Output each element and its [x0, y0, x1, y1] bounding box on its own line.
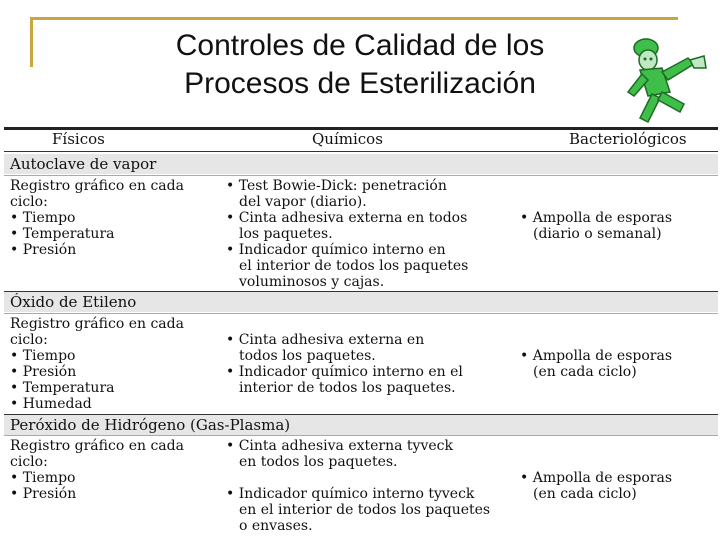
quimicos-cell — [226, 178, 468, 290]
fisicos-cell — [10, 438, 184, 502]
cell-line: en todos los paquetes. — [239, 454, 398, 470]
section-name: Óxido de Etileno — [10, 293, 137, 311]
cell-line: interior de todos los paquetes. — [239, 380, 456, 396]
sterilization-controls-table — [4, 127, 718, 540]
cell-line: • Humedad — [10, 396, 92, 412]
cell-line — [226, 470, 490, 486]
running-nurse-icon — [618, 34, 708, 126]
section-name: Peróxido de Hidrógeno (Gas-Plasma) — [10, 416, 291, 434]
cell-line: Registro gráfico en cada — [10, 316, 184, 332]
cell-line: • Tiempo — [10, 210, 76, 226]
cell-line: ciclo: — [10, 454, 48, 470]
cell-line: voluminosos y cajas. — [239, 274, 385, 290]
cell-line: (en cada ciclo) — [533, 364, 637, 380]
cell-line: todos los paquetes. — [239, 348, 376, 364]
section-header — [4, 154, 718, 174]
cell-line: el interior de todos los paquetes — [239, 258, 469, 274]
cell-line: • Ampolla de esporas — [520, 348, 673, 364]
cell-line: • Test Bowie-Dick: penetración — [226, 178, 447, 194]
section-header — [4, 292, 718, 312]
header-quimicos: Químicos — [312, 130, 383, 148]
header-fisicos: Físicos — [52, 130, 105, 148]
bacteriologicos-cell — [520, 348, 672, 380]
cell-line: ciclo: — [10, 194, 48, 210]
cell-line: • Cinta adhesiva externa en — [226, 332, 425, 348]
cell-line: (diario o semanal) — [533, 226, 662, 242]
fisicos-cell — [10, 316, 184, 412]
title-line-1: Controles de Calidad de los — [175, 29, 545, 62]
cell-line: los paquetes. — [239, 226, 333, 242]
cell-line: ciclo: — [10, 332, 48, 348]
cell-line: • Presión — [10, 242, 77, 258]
cell-line: • Indicador químico interno en — [226, 242, 446, 258]
cell-line: del vapor (diario). — [239, 194, 367, 210]
header-bottom-rule — [4, 151, 718, 152]
cell-line: en el interior de todos los paquetes — [239, 502, 491, 518]
cell-line: • Indicador químico interno en el — [226, 364, 463, 380]
bacteriologicos-cell — [520, 210, 672, 242]
cell-line: (en cada ciclo) — [533, 486, 637, 502]
section-header — [4, 415, 718, 435]
table-header-row — [4, 127, 718, 151]
cell-line: • Tiempo — [10, 348, 76, 364]
frame-left-border — [30, 17, 33, 67]
section-rule — [4, 313, 718, 314]
cell-line: • Indicador químico interno tyveck — [226, 486, 475, 502]
header-bacteriologicos: Bacteriológicos — [569, 130, 687, 148]
title-line-2: Procesos de Esterilización — [184, 67, 536, 100]
section-name: Autoclave de vapor — [10, 155, 157, 173]
frame-top-border — [30, 17, 678, 20]
cell-line: • Temperatura — [10, 226, 115, 242]
bacteriologicos-cell — [520, 470, 672, 502]
cell-line: • Ampolla de esporas — [520, 210, 673, 226]
cell-line: • Temperatura — [10, 380, 115, 396]
cell-line: o envases. — [239, 518, 313, 534]
cell-line: • Presión — [10, 486, 77, 502]
quimicos-cell — [226, 438, 490, 534]
quimicos-cell — [226, 332, 463, 396]
cell-line: • Tiempo — [10, 470, 76, 486]
section-rule — [4, 175, 718, 176]
cell-line: Registro gráfico en cada — [10, 438, 184, 454]
cell-line: • Ampolla de esporas — [520, 470, 673, 486]
cell-line: Registro gráfico en cada — [10, 178, 184, 194]
page-title — [70, 27, 650, 103]
section-rule — [4, 435, 718, 436]
fisicos-cell — [10, 178, 184, 258]
cell-line: • Presión — [10, 364, 77, 380]
cell-line: • Cinta adhesiva externa en todos — [226, 210, 468, 226]
cell-line: • Cinta adhesiva externa tyveck — [226, 438, 453, 454]
